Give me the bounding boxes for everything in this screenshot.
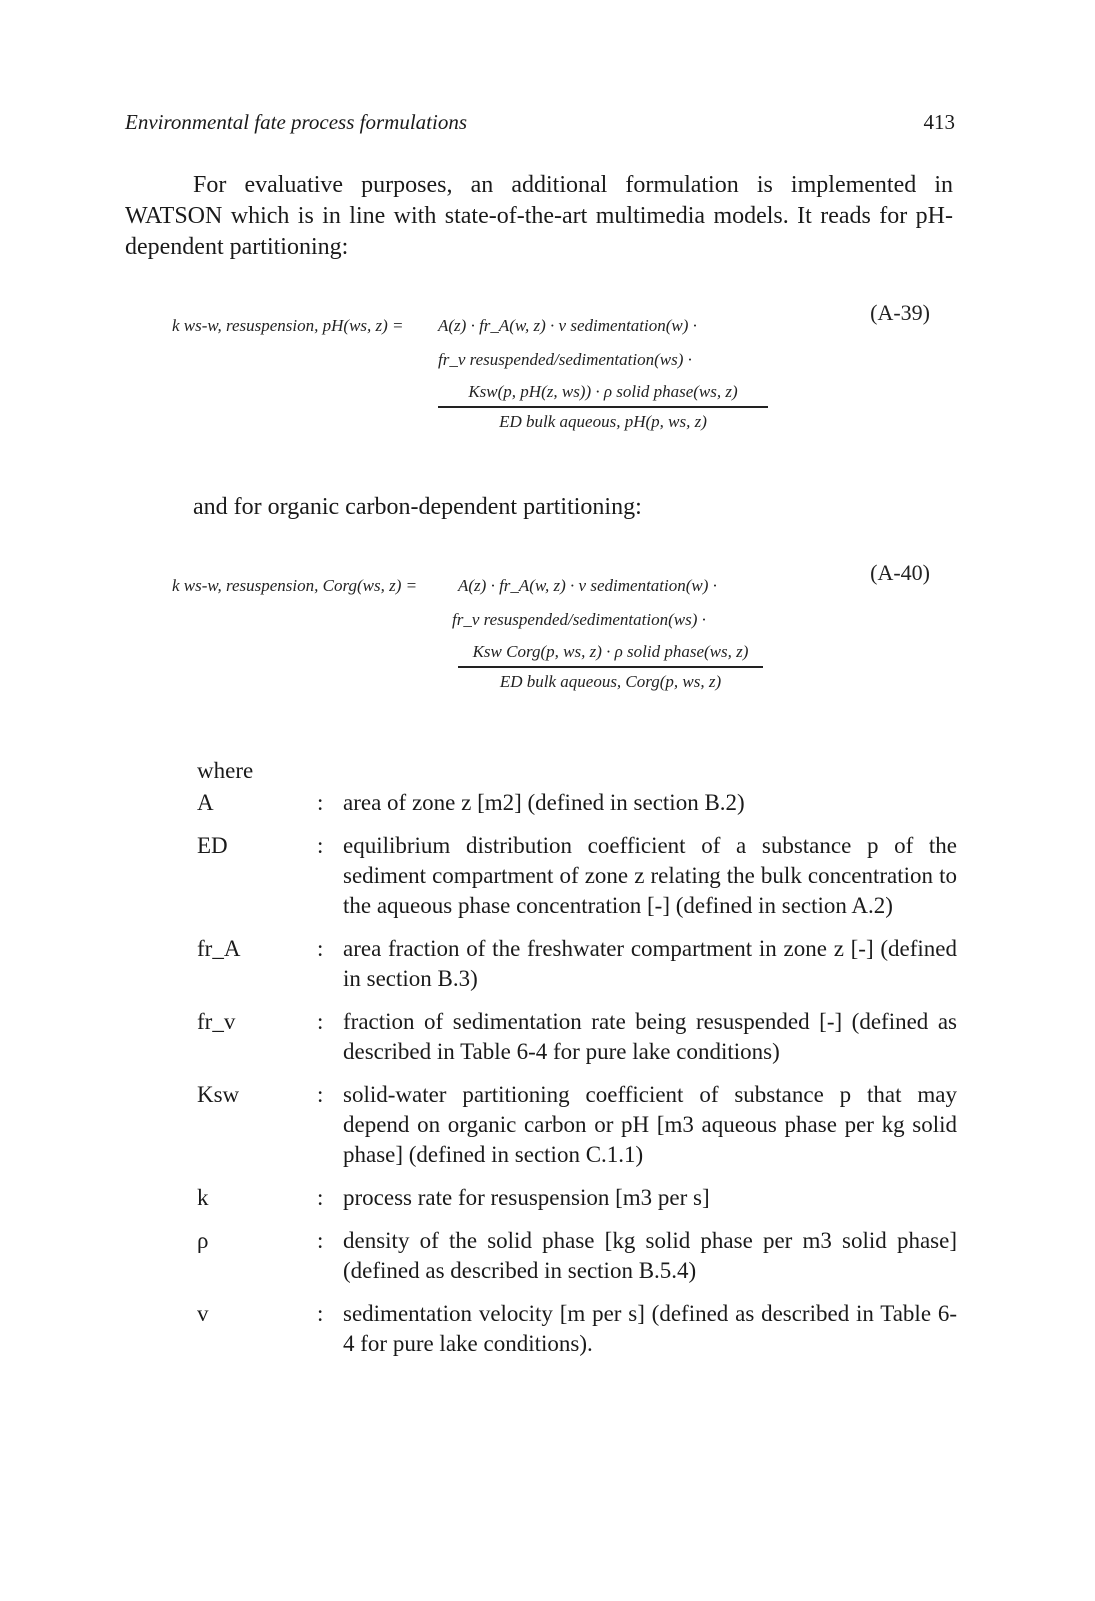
definition-description: equilibrium distribution coefficient of a substance p of the sediment compartment of zone z relating the bulk concentration to the aqueous phase concentration [-] (defined in section A.2) [343, 833, 957, 918]
definition-description: process rate for resuspension [m3 per s] [343, 1185, 710, 1210]
fraction-numerator: Ksw(p, pH(z, ws)) · ρ solid phase(ws, z) [468, 382, 738, 401]
definition-item: fr_A : area fraction of the freshwater compartment in zone z [-] (defined in section B.3) [197, 934, 957, 994]
definition-description: area of zone z [m2] (defined in section B.2) [343, 790, 745, 815]
definition-description: density of the solid phase [kg solid phase per m3 solid phase] (defined as described in section B.5.4) [343, 1228, 957, 1283]
running-head: Environmental fate process formulations [125, 110, 467, 134]
where-label: where [197, 758, 254, 783]
equation-a39 [0, 300, 1095, 450]
equation-number: (A-39) [870, 300, 930, 325]
equation-lhs: k ws-w, resuspension, Corg(ws, z) = [172, 576, 418, 595]
definition-item: ρ : density of the solid phase [kg solid phase per m3 solid phase] (defined as described in section B.5.4) [197, 1226, 957, 1286]
fraction-denominator: ED bulk aqueous, pH(p, ws, z) [499, 411, 707, 431]
fraction-numerator: Ksw Corg(p, ws, z) · ρ solid phase(ws, z) [472, 642, 749, 661]
equation-fraction [458, 642, 763, 692]
fraction-denominator: ED bulk aqueous, Corg(p, ws, z) [499, 671, 722, 691]
definition-symbol: fr_A [197, 936, 241, 961]
definition-description: solid-water partitioning coefficient of substance p that may depend on organic carbon or pH [m3 aqueous phase per kg solid phase] (defined in section C.1.1) [343, 1082, 957, 1167]
definition-symbol: ρ [197, 1228, 209, 1253]
equation-rhs-line-1: A(z) · fr_A(w, z) · v sedimentation(w) · [438, 316, 697, 335]
definition-symbol: v [197, 1301, 209, 1326]
equation-a40 [0, 560, 1095, 710]
definition-item: A : area of zone z [m2] (defined in section B.2) [197, 788, 957, 818]
definition-symbol: Ksw [197, 1082, 240, 1107]
definition-item: k : process rate for resuspension [m3 per s] [197, 1183, 957, 1213]
page-number: 413 [923, 110, 955, 134]
definition-symbol: A [197, 790, 214, 815]
equation-rhs-line-1: A(z) · fr_A(w, z) · v sedimentation(w) · [458, 576, 717, 595]
definition-description: area fraction of the freshwater compartment in zone z [-] (defined in section B.3) [343, 936, 957, 991]
equation-rhs-line-2: fr_v resuspended/sedimentation(ws) · [452, 610, 706, 629]
definition-item: Ksw : solid-water partitioning coefficient of substance p that may depend on organic carbon or pH [m3 aqueous phase per kg solid phase] (defined in section C.1.1) [197, 1080, 957, 1170]
equation-lhs: k ws-w, resuspension, pH(ws, z) = [172, 316, 404, 335]
intro-paragraph: For evaluative purposes, an additional formulation is implemented in WATSON which is in line with state-of-the-art multimedia models. It reads for pH-dependent partitioning: [125, 172, 953, 260]
definitions-list [197, 788, 957, 1372]
connecting-text: and for organic carbon-dependent partitioning: [193, 494, 642, 520]
equation-number: (A-40) [870, 560, 930, 585]
definition-item: v : sedimentation velocity [m per s] (defined as described in Table 6-4 for pure lake conditions). [197, 1299, 957, 1359]
definition-description: sedimentation velocity [m per s] (defined as described in Table 6-4 for pure lake conditions). [343, 1301, 957, 1356]
definition-description: fraction of sedimentation rate being resuspended [-] (defined as described in Table 6-4 for pure lake conditions) [343, 1009, 957, 1064]
definition-item: fr_v : fraction of sedimentation rate being resuspended [-] (defined as described in Table 6-4 for pure lake conditions) [197, 1007, 957, 1067]
definition-symbol: k [197, 1185, 209, 1210]
definition-symbol: fr_v [197, 1009, 236, 1034]
equation-fraction [438, 382, 768, 432]
definition-symbol: ED [197, 833, 228, 858]
equation-rhs-line-2: fr_v resuspended/sedimentation(ws) · [438, 350, 692, 369]
definition-item: ED : equilibrium distribution coefficient of a substance p of the sediment compartment of zone z relating the bulk concentration to the aqueous phase concentration [-] (defined in section A.2) [197, 831, 957, 921]
